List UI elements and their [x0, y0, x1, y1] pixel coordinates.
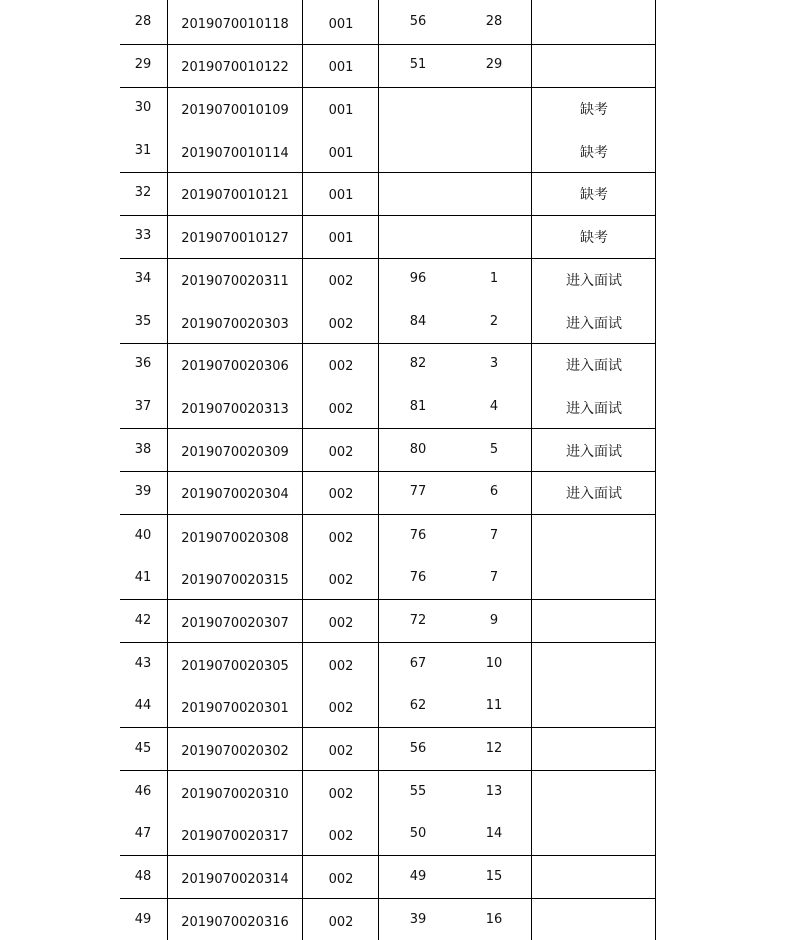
cell-exam-id: 2019070020315 — [181, 573, 289, 588]
cell-remark: 进入面试 — [566, 486, 622, 502]
cell-rank: 28 — [485, 14, 503, 29]
cell-remark: 缺考 — [580, 187, 608, 203]
cell-position-code: 002 — [328, 445, 354, 460]
cell-score: 96 — [409, 271, 427, 286]
cell-exam-id: 2019070020303 — [181, 317, 289, 332]
cell-exam-id: 2019070010109 — [181, 103, 289, 118]
cell-seq: 36 — [134, 356, 152, 371]
cell-score: 84 — [409, 314, 427, 329]
cell-position-code: 001 — [328, 146, 354, 161]
cell-seq: 34 — [134, 271, 152, 286]
cell-position-code: 002 — [328, 616, 354, 631]
row-divider — [120, 727, 655, 728]
cell-position-code: 002 — [328, 359, 354, 374]
cell-score: 80 — [409, 442, 427, 457]
cell-exam-id: 2019070010127 — [181, 231, 289, 246]
cell-position-code: 002 — [328, 487, 354, 502]
cell-position-code: 002 — [328, 274, 354, 289]
cell-seq: 47 — [134, 826, 152, 841]
cell-rank: 3 — [489, 356, 499, 371]
cell-position-code: 002 — [328, 915, 354, 930]
row-divider — [120, 514, 655, 515]
cell-rank: 12 — [485, 741, 503, 756]
cell-position-code: 002 — [328, 872, 354, 887]
row-divider — [120, 599, 655, 600]
cell-score: 56 — [409, 14, 427, 29]
cell-score: 77 — [409, 484, 427, 499]
cell-position-code: 001 — [328, 17, 354, 32]
cell-position-code: 001 — [328, 231, 354, 246]
cell-score: 81 — [409, 399, 427, 414]
row-divider — [120, 428, 655, 429]
cell-seq: 35 — [134, 314, 152, 329]
cell-remark: 进入面试 — [566, 401, 622, 417]
cell-seq: 38 — [134, 442, 152, 457]
cell-score: 55 — [409, 784, 427, 799]
cell-position-code: 002 — [328, 573, 354, 588]
cell-rank: 7 — [489, 528, 499, 543]
cell-seq: 30 — [134, 100, 152, 115]
row-divider — [120, 44, 655, 45]
cell-seq: 43 — [134, 656, 152, 671]
cell-rank: 1 — [489, 271, 499, 286]
cell-exam-id: 2019070010114 — [181, 146, 289, 161]
cell-score: 49 — [409, 869, 427, 884]
row-divider — [120, 898, 655, 899]
cell-seq: 49 — [134, 912, 152, 927]
cell-score: 72 — [409, 613, 427, 628]
cell-rank: 6 — [489, 484, 499, 499]
cell-remark: 缺考 — [580, 102, 608, 118]
cell-rank: 9 — [489, 613, 499, 628]
cell-score: 76 — [409, 528, 427, 543]
column-divider — [378, 0, 379, 940]
cell-seq: 32 — [134, 185, 152, 200]
cell-score: 76 — [409, 570, 427, 585]
row-divider — [120, 770, 655, 771]
cell-seq: 46 — [134, 784, 152, 799]
row-divider — [120, 855, 655, 856]
cell-rank: 29 — [485, 57, 503, 72]
cell-remark: 进入面试 — [566, 358, 622, 374]
cell-remark: 进入面试 — [566, 444, 622, 460]
cell-exam-id: 2019070010121 — [181, 188, 289, 203]
cell-position-code: 001 — [328, 188, 354, 203]
cell-exam-id: 2019070020307 — [181, 616, 289, 631]
cell-exam-id: 2019070020317 — [181, 829, 289, 844]
cell-exam-id: 2019070020305 — [181, 659, 289, 674]
cell-score: 51 — [409, 57, 427, 72]
cell-exam-id: 2019070020309 — [181, 445, 289, 460]
cell-seq: 39 — [134, 484, 152, 499]
cell-rank: 5 — [489, 442, 499, 457]
cell-rank: 2 — [489, 314, 499, 329]
cell-position-code: 002 — [328, 744, 354, 759]
cell-seq: 44 — [134, 698, 152, 713]
cell-exam-id: 2019070020308 — [181, 531, 289, 546]
cell-rank: 16 — [485, 912, 503, 927]
column-divider — [302, 0, 303, 940]
cell-exam-id: 2019070020310 — [181, 787, 289, 802]
cell-score: 67 — [409, 656, 427, 671]
cell-rank: 13 — [485, 784, 503, 799]
row-divider — [120, 343, 655, 344]
cell-remark: 进入面试 — [566, 273, 622, 289]
cell-score: 82 — [409, 356, 427, 371]
cell-rank: 7 — [489, 570, 499, 585]
cell-seq: 37 — [134, 399, 152, 414]
row-divider — [120, 215, 655, 216]
cell-score: 39 — [409, 912, 427, 927]
cell-seq: 33 — [134, 228, 152, 243]
cell-seq: 29 — [134, 57, 152, 72]
cell-rank: 10 — [485, 656, 503, 671]
cell-rank: 14 — [485, 826, 503, 841]
cell-rank: 11 — [485, 698, 503, 713]
cell-position-code: 002 — [328, 787, 354, 802]
cell-seq: 28 — [134, 14, 152, 29]
cell-exam-id: 2019070020313 — [181, 402, 289, 417]
row-divider — [120, 258, 655, 259]
cell-score: 62 — [409, 698, 427, 713]
cell-position-code: 001 — [328, 103, 354, 118]
cell-position-code: 001 — [328, 60, 354, 75]
cell-seq: 41 — [134, 570, 152, 585]
cell-seq: 45 — [134, 741, 152, 756]
cell-rank: 4 — [489, 399, 499, 414]
cell-exam-id: 2019070020302 — [181, 744, 289, 759]
cell-exam-id: 2019070020306 — [181, 359, 289, 374]
cell-position-code: 002 — [328, 701, 354, 716]
cell-position-code: 002 — [328, 531, 354, 546]
cell-seq: 42 — [134, 613, 152, 628]
cell-position-code: 002 — [328, 659, 354, 674]
row-divider — [120, 172, 655, 173]
cell-position-code: 002 — [328, 317, 354, 332]
cell-seq: 48 — [134, 869, 152, 884]
cell-exam-id: 2019070020301 — [181, 701, 289, 716]
cell-exam-id: 2019070020311 — [181, 274, 289, 289]
cell-exam-id: 2019070020316 — [181, 915, 289, 930]
cell-remark: 进入面试 — [566, 316, 622, 332]
cell-exam-id: 2019070010122 — [181, 60, 289, 75]
cell-score: 56 — [409, 741, 427, 756]
row-divider — [120, 87, 655, 88]
cell-score: 50 — [409, 826, 427, 841]
column-divider — [655, 0, 656, 940]
cell-exam-id: 2019070020314 — [181, 872, 289, 887]
cell-remark: 缺考 — [580, 230, 608, 246]
row-divider — [120, 642, 655, 643]
cell-seq: 31 — [134, 143, 152, 158]
row-divider — [120, 471, 655, 472]
cell-rank: 15 — [485, 869, 503, 884]
cell-position-code: 002 — [328, 402, 354, 417]
cell-exam-id: 2019070020304 — [181, 487, 289, 502]
cell-position-code: 002 — [328, 829, 354, 844]
cell-remark: 缺考 — [580, 145, 608, 161]
cell-seq: 40 — [134, 528, 152, 543]
cell-exam-id: 2019070010118 — [181, 17, 289, 32]
